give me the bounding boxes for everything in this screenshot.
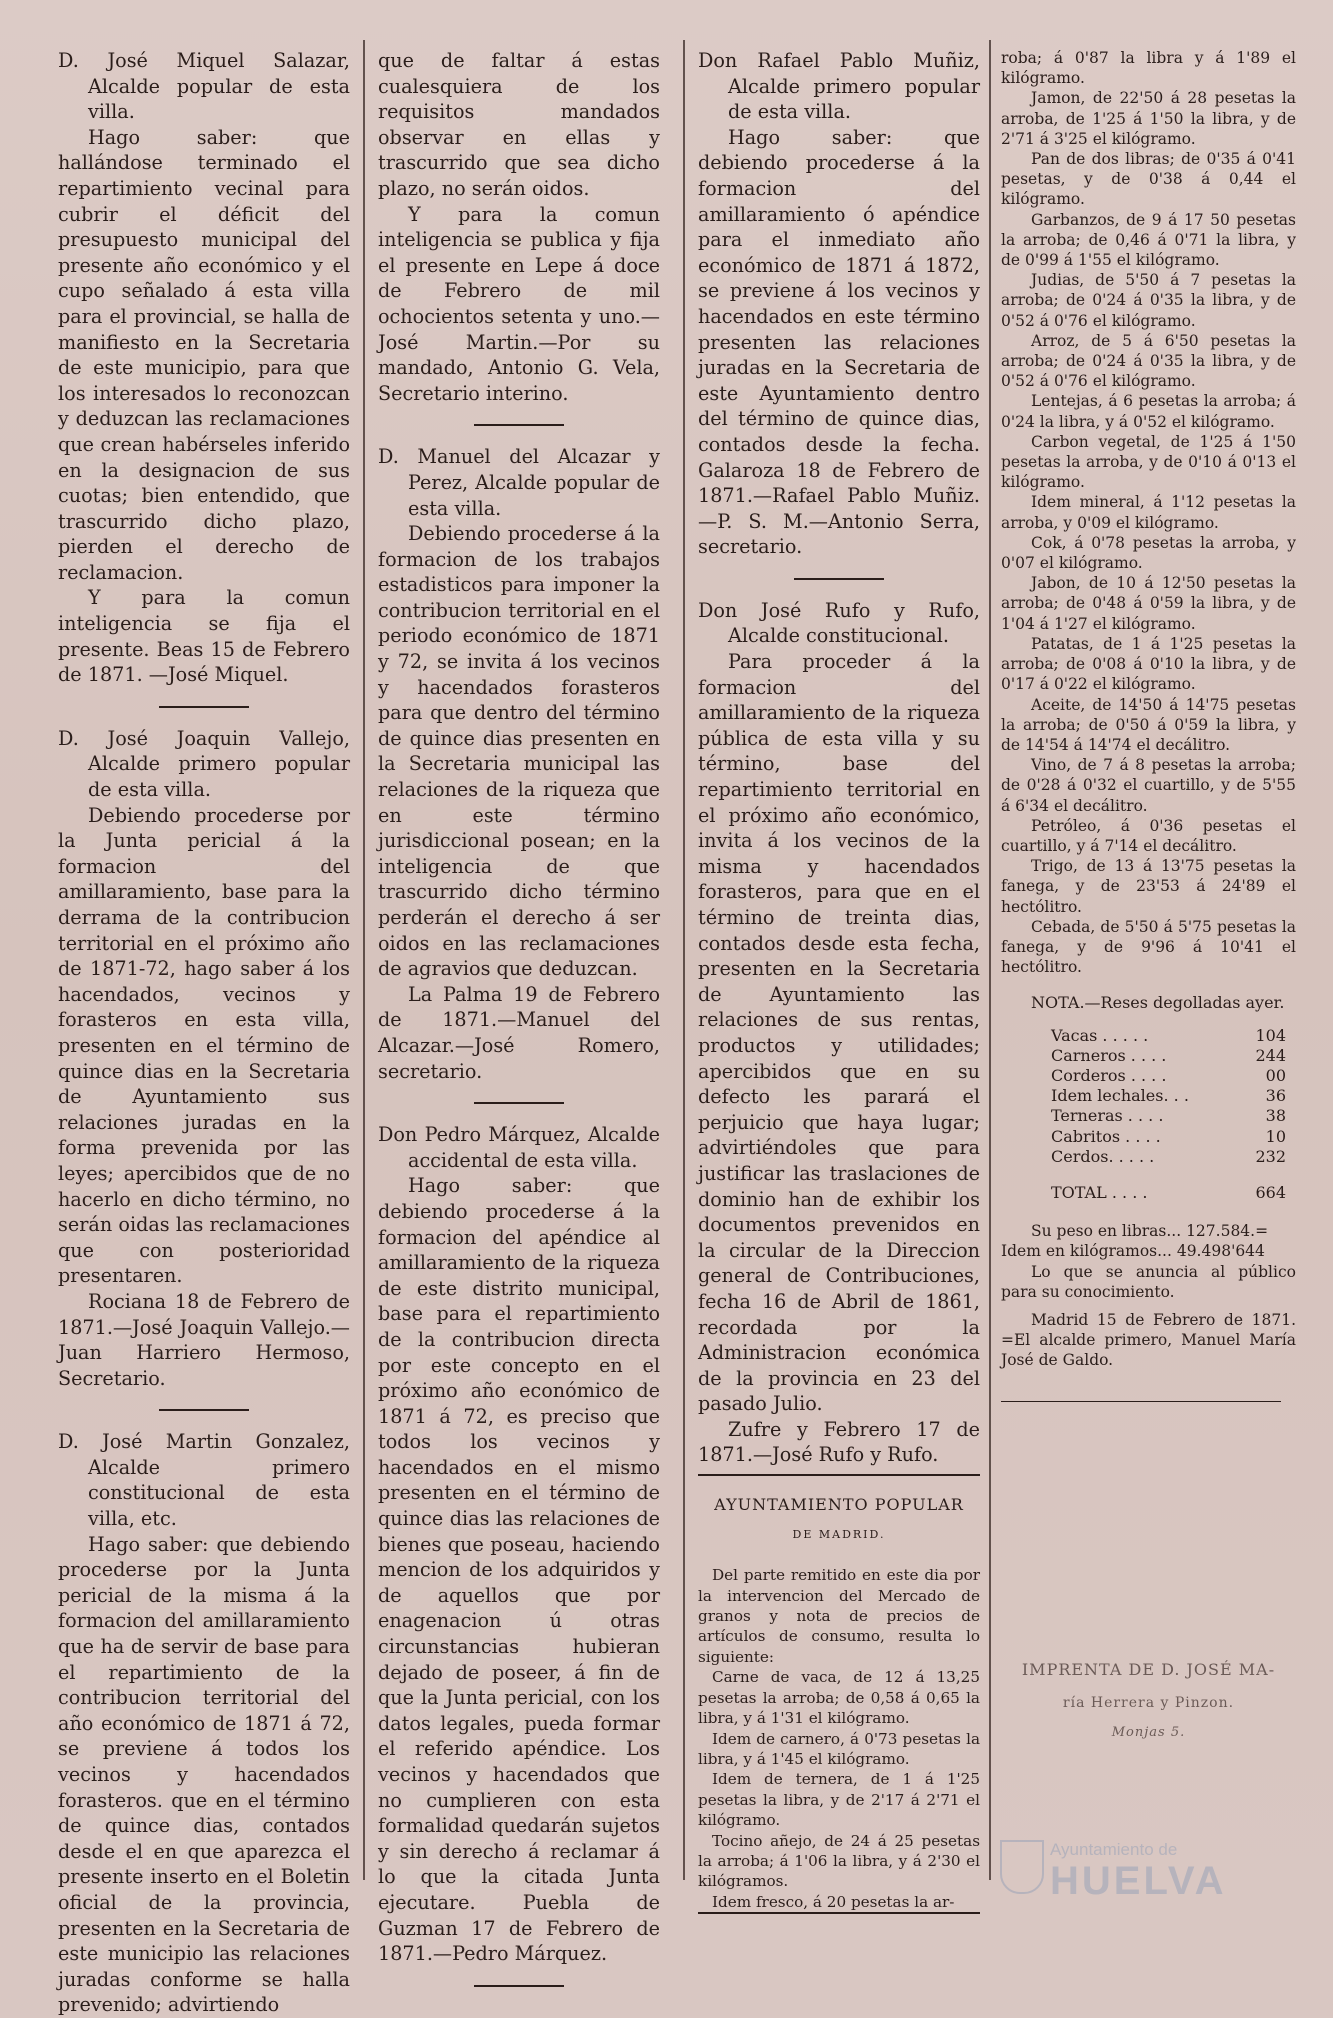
notice-body: que de faltar á estas cualesquiera de los requisitos mandados observar en ellas y trascurrido que sea dicho plazo, no serán oidos. (378, 49, 660, 200)
reses-value: 38 (1265, 1106, 1286, 1126)
section-subtitle: DE MADRID. (792, 1527, 886, 1541)
peso-libras: Su peso en libras... 127.584.= (1031, 1222, 1269, 1241)
reses-label: Corderos . . . . (1051, 1065, 1167, 1085)
price-item: Trigo, de 13 á 13'75 pesetas la fanega, y de 23'53 á 24'89 el hectólitro. (1001, 857, 1296, 916)
separator (794, 578, 884, 580)
notice-body: Debiendo procederse por la Junta pericial á la formacion del amillaramiento, base para la derrama de la contribucion territorial en el próximo año de 1871-72, hago saber á los hacendados, vecinos y forasteros en esta villa, presenten en el término de quince dias en la Secretaria de Ayuntamiento sus relaciones juradas en la forma prevenida por las leyes; apercibidos que de no hacerlo en dicho término, no serán oidas las reclamaciones que con posterioridad presentaren. (58, 803, 350, 1288)
notice-body: Hago saber: que debiendo procederse á la formacion del apéndice al amillaramiento de la riqueza de este distrito municipal, base para el repartimiento de la contribucion directa por este concepto en el próximo año económico de 1871 á 72, es preciso que todos los vecinos y hacendados en el mismo presenten en el término de quince dias las relaciones de bienes que poseau, haciendo mencion de los adquiridos y de aquellos que por enagenacion ú otras circunstancias hubieran dejado de poseer, á fin de que la Junta pericial, con los datos legales, pueda formar el referido apéndice. Los vecinos y hacendados que no cumplieren con esta formalidad quedarán sujetos y sin derecho á reclamar á lo que la citada Junta ejecutare. Puebla de Guzman 17 de Febrero de 1871.—Pedro Márquez. (378, 1174, 660, 1966)
notice-heading: D. José Joaquin Vallejo, Alcalde primero popular de esta villa. (58, 726, 350, 802)
imprint-address: Monjas 5. (1111, 1725, 1186, 1740)
price-intro: Del parte remitido en este dia por la intervencion del Mercado de granos y nota de precios de artículos de consumo, resulta lo siguiente: (698, 1566, 980, 1666)
price-item: Carne de vaca, de 12 á 13,25 pesetas la arroba; de 0,58 á 0,65 la libra, y á 1'31 el kilógramo. (698, 1668, 980, 1728)
price-item: Pan de dos libras; de 0'35 á 0'41 pesetas, y de 0'38 á 0,44 el kilógramo. (1001, 150, 1296, 209)
column-2 (378, 48, 660, 2005)
reses-table (1051, 1026, 1286, 1167)
price-item: Jabon, de 10 á 12'50 pesetas la arroba; de 0'48 á 0'59 la libra, y de 1'04 á 1'27 el kilógramo. (1001, 574, 1296, 633)
reses-value: 10 (1265, 1126, 1286, 1146)
price-item: roba; á 0'87 la libra y á 1'89 el kilógramo. (1001, 49, 1296, 88)
total-label: TOTAL . . . . (1051, 1182, 1148, 1202)
reses-row (1051, 1127, 1286, 1147)
price-item: Lentejas, á 6 pesetas la arroba; á 0'24 la libra, y á 0'52 el kilógramo. (1001, 392, 1296, 431)
reses-label: Cabritos . . . . (1051, 1126, 1161, 1146)
price-item: Tocino añejo, de 24 á 25 pesetas la arroba; á 1'06 la libra, y á 2'30 el kilógramos. (698, 1831, 980, 1891)
column-rule (989, 40, 991, 1880)
notice-heading: D. Manuel del Alcazar y Perez, Alcalde popular de esta villa. (378, 445, 660, 520)
reses-row (1051, 1086, 1286, 1106)
price-item: Petróleo, á 0'36 pesetas el cuartillo, y á 7'14 el decálitro. (1001, 816, 1296, 855)
price-item: Idem de carnero, á 0'73 pesetas la libra, y á 1'45 el kilógramo. (698, 1729, 980, 1768)
reses-label: Vacas . . . . . (1051, 1025, 1149, 1045)
nota-heading: NOTA.—Reses degolladas ayer. (1031, 993, 1285, 1013)
separator (159, 706, 249, 708)
reses-label: Terneras . . . . (1051, 1106, 1164, 1126)
reses-value: 36 (1265, 1086, 1286, 1106)
separator (474, 1102, 564, 1104)
total-row (1051, 1169, 1286, 1203)
reses-row (1051, 1046, 1286, 1066)
price-item: Cebada, de 5'50 á 5'75 pesetas la fanega, y de 9'96 á 10'41 el hectólitro. (1001, 917, 1296, 977)
anuncio: Lo que se anuncia al público para su conocimiento. (1001, 1262, 1296, 1301)
column-1 (58, 48, 350, 2018)
column-3 (698, 48, 980, 1914)
price-item: Idem fresco, á 20 pesetas la ar- (712, 1892, 955, 1911)
price-item: Judias, de 5'50 á 7 pesetas la arroba; de 0'24 á 0'35 la libra, y de 0'52 á 0'76 el kilógramo. (1001, 271, 1296, 330)
reses-row (1051, 1026, 1286, 1046)
watermark-line: Ayuntamiento de (1050, 1840, 1178, 1859)
notice-signature: La Palma 19 de Febrero de 1871.—Manuel del Alcazar.—José Romero, secretario. (378, 982, 660, 1083)
section-title: AYUNTAMIENTO POPULAR (714, 1495, 964, 1515)
notice-body: Debiendo procederse á la formacion de los trabajos estadisticos para imponer la contribucion territorial en el periodo económico de 1871 y 72, se invita á los vecinos y hacendados forasteros para que dentro del término de quince dias presenten en la Secretaria municipal las relaciones de la riqueza que en este término jurisdiccional posean; en la inteligencia de que trascurrido dicho término perderán el derecho á ser oidos en las reclamaciones de agravios que deduzcan. (378, 522, 660, 981)
price-item: Garbanzos, de 9 á 17 50 pesetas la arroba; de 0,46 á 0'71 la libra, y de 0'99 á 1'55 el kilógramo. (1001, 210, 1296, 270)
notice-body: Hago saber: que hallándose terminado el repartimiento vecinal para cubrir el déficit del presupuesto municipal del presente año económico y el cupo señalado á esta villa para el provincial, se halla de manifiesto en la Secretaria de este municipio, para que los interesados lo reconozcan y deduzcan las reclamaciones que crean habérseles inferido en la designacion de sus cuotas; bien entendido, que trascurrido dicho plazo, pierden el derecho de reclamacion. (58, 125, 350, 584)
notice-signature: Y para la comun inteligencia se fija el presente. Beas 15 de Febrero de 1871. —José Miquel. (58, 586, 350, 687)
peso-kilogramos: Idem en kilógramos... 49.498'644 (1001, 1242, 1265, 1261)
notice-heading: Don Pedro Márquez, Alcalde accidental de esta villa. (378, 1123, 660, 1172)
reses-row (1051, 1147, 1286, 1167)
notice-signature: Madrid 15 de Febrero de 1871. =El alcalde primero, Manuel María José de Galdo. (1001, 1310, 1296, 1370)
reses-value: 00 (1265, 1065, 1286, 1085)
reses-row (1051, 1106, 1286, 1126)
notice-signature: Y para la comun inteligencia se publica y fija el presente en Lepe á doce de Febrero de mil ochocientos setenta y uno.—José Martin.—Por su mandado, Antonio G. Vela, Secretario interino. (378, 202, 660, 405)
price-item: Vino, de 7 á 8 pesetas la arroba; de 0'28 á 0'32 el cuartillo, y de 5'55 á 6'34 el decálitro. (1001, 756, 1296, 815)
separator (1001, 1401, 1281, 1402)
price-item: Idem mineral, á 1'12 pesetas la arroba, y 0'09 el kilógramo. (1001, 493, 1296, 532)
reses-row (1051, 1066, 1286, 1086)
column-4 (1001, 48, 1296, 1402)
shield-icon (1000, 1840, 1044, 1894)
notice-body: Hago saber: que debiendo procederse por la Junta pericial de la misma á la formacion del amillaramiento que ha de servir de base para el repartimiento de la contribucion territorial del año económico de 1871 á 72, se previene á todos los vecinos y hacendados forasteros. que en el término de quince dias, contados desde el en que aparezca el presente inserto en el Boletin oficial de la provincia, presenten en la Secretaria de este municipio las relaciones juradas conforme se halla prevenido; advirtiendo (58, 1532, 350, 2017)
reses-label: Idem lechales. . . (1051, 1086, 1189, 1106)
column-rule (363, 40, 365, 1880)
reses-total-table (1051, 1169, 1286, 1203)
price-item: Patatas, de 1 á 1'25 pesetas la arroba; de 0'08 á 0'10 la libra, y de 0'17 á 0'22 el kilógramo. (1001, 634, 1296, 694)
price-list (698, 1565, 980, 1912)
price-item: Idem de ternera, de 1 á 1'25 pesetas la libra, y de 2'17 á 2'71 el kilógramo. (698, 1770, 980, 1830)
separator (159, 1409, 249, 1411)
imprint-line: IMPRENTA DE D. JOSÉ MA- (1021, 1660, 1276, 1679)
notice-heading: Don Rafael Pablo Muñiz, Alcalde primero popular de esta villa. (698, 49, 980, 124)
notice-signature: Rociana 18 de Febrero de 1871.—José Joaquin Vallejo.—Juan Harriero Hermoso, Secretario. (58, 1289, 350, 1390)
reses-label: Cerdos. . . . . (1051, 1146, 1155, 1166)
reses-value: 244 (1255, 1045, 1286, 1065)
price-item: Arroz, de 5 á 6'50 pesetas la arroba; de 0'24 á 0'35 la libra, y de 0'52 á 0'76 el kilógramo. (1001, 331, 1296, 391)
separator (474, 424, 564, 426)
price-item: Carbon vegetal, de 1'25 á 1'50 pesetas la arroba, y de 0'10 á 0'13 el kilógramo. (1001, 432, 1296, 492)
notice-body: Hago saber: que debiendo procederse á la formacion del amillaramiento ó apéndice para el inmediato año económico de 1871 á 1872, se previene á los vecinos y hacendados en este término presenten las relaciones juradas en la Secretaria de este Ayuntamiento dentro del término de quince dias, contados desde la fecha. Galaroza 18 de Febrero de 1871.—Rafael Pablo Muñiz.—P. S. M.—Antonio Serra, secretario. (698, 125, 980, 559)
printer-imprint (1001, 1660, 1296, 1740)
notice-heading: Don José Rufo y Rufo, Alcalde constitucional. (698, 598, 980, 648)
price-item: Jamon, de 22'50 á 28 pesetas la arroba, de 1'25 á 1'50 la libra, y de 2'71 á 3'25 el kilógramo. (1001, 89, 1296, 148)
price-item: Aceite, de 14'50 á 14'75 pesetas la arroba; de 0'50 á 0'59 la libra, y de 14'54 á 14'74 el decálitro. (1001, 695, 1296, 754)
column-rule (683, 40, 685, 1880)
madrid-market-box (698, 1474, 980, 1914)
reses-label: Carneros . . . . (1051, 1045, 1167, 1065)
reses-value: 232 (1255, 1146, 1286, 1166)
total-value: 664 (1255, 1182, 1286, 1202)
archive-watermark (1050, 1840, 1310, 1902)
notice-body: Para proceder á la formacion del amillaramiento de la riqueza pública de esta villa y su término, base del repartimiento territorial en el próximo año económico, invita á los vecinos de la misma y hacendados forasteros, para que en el término de treinta dias, contados desde esta fecha, presenten en la Secretaria de Ayuntamiento las relaciones de sus rentas, productos y utilidades; apercibidos que en su defecto les parará el perjuicio que haya lugar; advirtiéndoles que para justificar las traslaciones de dominio han de exhibir los documentos prevenidos en la circular de la Direccion general de Contribuciones, fecha 16 de Abril de 1861, recordada por la Administracion económica de la provincia en 23 del pasado Julio. (698, 650, 980, 1416)
reses-value: 104 (1255, 1025, 1286, 1045)
notice-heading: D. José Martin Gonzalez, Alcalde primero constitucional de esta villa, etc. (58, 1430, 350, 1531)
price-item: Cok, á 0'78 pesetas la arroba, y 0'07 el kilógramo. (1001, 533, 1296, 573)
separator (474, 1985, 564, 1987)
notice-heading: D. José Miquel Salazar, Alcalde popular de esta villa. (58, 49, 350, 124)
notice-signature: Zufre y Febrero 17 de 1871.—José Rufo y Rufo. (698, 1417, 980, 1467)
imprint-line: ría Herrera y Pinzon. (1062, 1695, 1235, 1711)
watermark-line: HUELVA (1050, 1859, 1227, 1903)
